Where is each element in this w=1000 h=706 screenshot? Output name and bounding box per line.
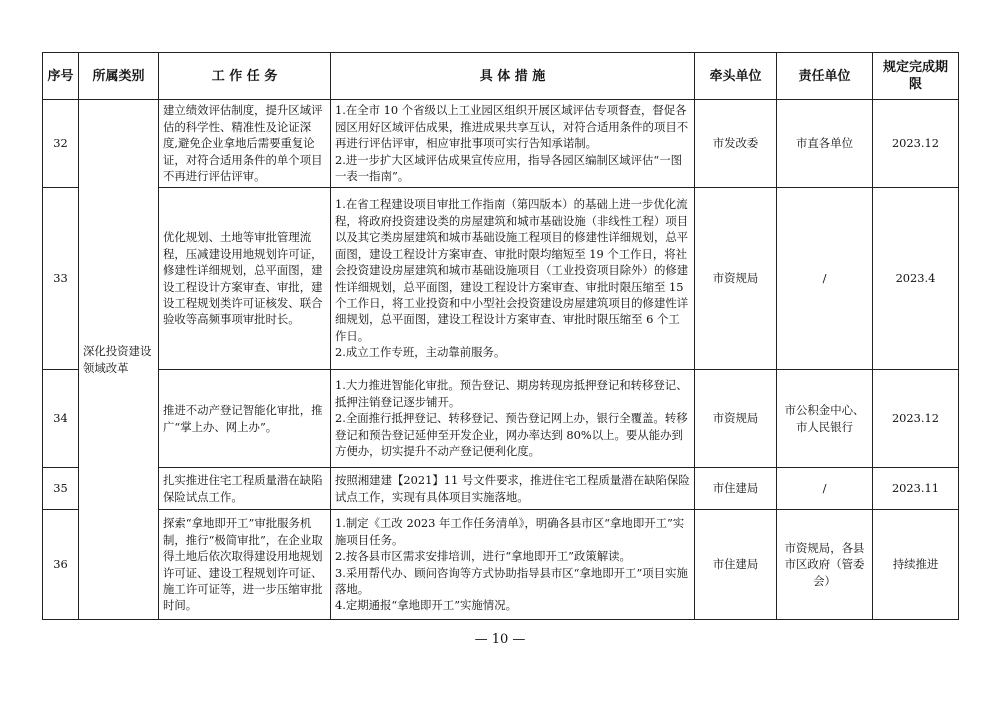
row-responsible-unit: / [777,188,873,370]
measure-item: 按照湘建建【2021】11 号文件要求，推进住宅工程质量潜在缺陷保险试点工作，实现有具体项目实施落地。 [335,473,690,504]
row-deadline: 2023.12 [873,100,959,188]
row-lead-unit: 市发改委 [695,100,777,188]
header-measures: 具 体 措 施 [331,53,695,100]
row-deadline: 2023.11 [873,468,959,510]
row-responsible-unit: / [777,468,873,510]
measure-item: 1.制定《工改 2023 年工作任务清单》，明确各县市区“拿地即开工”实施项目任务。 [335,516,685,547]
row-responsible-unit: 市资规局，各县市区政府（管委会） [777,510,873,620]
row-measures [331,370,695,468]
row-responsible-unit: 市直各单位 [777,100,873,188]
measure-item: 4.定期通报“拿地即开工”实施情况。 [335,598,517,613]
row-task: 建立绩效评估制度，提升区域评估的科学性、精准性及论证深度,避免企业拿地后需要重复论证，对符合适用条件的单个项目不再进行评估评审。 [159,100,331,188]
table-row [43,188,959,370]
table-row [43,468,959,510]
measure-item: 2.全面推行抵押登记、转移登记、预告登记网上办，银行全覆盖。转移登记和预告登记延伸至开发企业，网办率达到 80%以上。要从能办到方便办，切实提升不动产登记便利化度。 [335,411,688,459]
row-lead-unit: 市资规局 [695,370,777,468]
measure-item: 2.进一步扩大区域评估成果宣传应用，指导各园区编制区域评估“一图一表一指南”。 [335,152,683,184]
row-measures [331,510,695,620]
row-deadline: 2023.4 [873,188,959,370]
row-measures [331,100,695,188]
measure-item: 2.成立工作专班，主动靠前服务。 [335,345,506,360]
header-lead-unit: 牵头单位 [695,53,777,100]
row-task: 推进不动产登记智能化审批，推广“掌上办、网上办”。 [159,370,331,468]
row-lead-unit: 市资规局 [695,188,777,370]
table-row [43,100,959,188]
header-responsible-unit: 责任单位 [777,53,873,100]
row-lead-unit: 市住建局 [695,468,777,510]
measure-item: 2.按各县市区需求安排培训，进行“拿地即开工”政策解读。 [335,549,631,564]
row-deadline: 持续推进 [873,510,959,620]
header-task: 工 作 任 务 [159,53,331,100]
measure-item: 1.在全市 10 个省级以上工业园区组织开展区域评估专项督查，督促各园区用好区域评估成果，推进成果共享互认，对符合适用条件的项目不再进行评估评审，相应审批事项可实行告知承诺制。 [335,103,689,151]
row-task: 探索“拿地即开工”审批服务机制，推行“极简审批”，在企业取得土地后依次取得建设用地规划许可证、建设工程规划许可证、施工许可证等，进一步压缩审批时间。 [159,510,331,620]
row-measures [331,188,695,370]
row-task: 扎实推进住宅工程质量潜在缺陷保险试点工作。 [159,468,331,510]
measure-item: 1.大力推进智能化审批。预告登记、期房转现房抵押登记和转移登记、抵押注销登记逐步铺开。 [335,378,688,409]
row-responsible-unit: 市公积金中心、市人民银行 [777,370,873,468]
row-seq: 36 [43,510,79,620]
row-seq: 35 [43,468,79,510]
table-row [43,370,959,468]
measure-item: 1.在省工程建设项目审批工作指南（第四版本）的基础上进一步优化流程，将政府投资建设类的房屋建筑和城市基础设施（非线性工程）项目以及其它类房屋建筑和城市基础设施工程项目的修建性详细规划，总平面图，建设工程设计方案审查、审批时限均缩短至 19 个工作日，将社会投资建设房屋建筑和城市基础设施项目（工业投资项目除外）的修建性详细规划，总平面图，建设工程设计方案审查、审批时限压缩至 15 个工作日，将工业投资和中小型社会投资建设房屋建筑项目的修建性详细规划，总平面图，建设工程设计方案审查、审批时限压缩至 6 个工作日。 [335,197,689,343]
row-seq: 32 [43,100,79,188]
header-seq: 序号 [43,53,79,100]
category-cell: 深化投资建设领域改革 [79,100,159,620]
header-category: 所属类别 [79,53,159,100]
row-lead-unit: 市住建局 [695,510,777,620]
row-measures [331,468,695,510]
table-row [43,510,959,620]
header-deadline: 规定完成期限 [873,53,959,100]
measure-item: 3.采用帮代办、顾问咨询等方式协助指导县市区“拿地即开工”项目实施落地。 [335,565,688,596]
row-deadline: 2023.12 [873,370,959,468]
header-row [43,53,959,100]
row-seq: 33 [43,188,79,370]
row-seq: 34 [43,370,79,468]
page-number: — 10 — [474,632,526,647]
task-table [42,52,959,620]
row-task: 优化规划、土地等审批管理流程，压减建设用地规划许可证，修建性详细规划，总平面图，建设工程设计方案审查、审批，建设工程规划类许可证核发、联合验收等高频事项审批时长。 [159,188,331,370]
